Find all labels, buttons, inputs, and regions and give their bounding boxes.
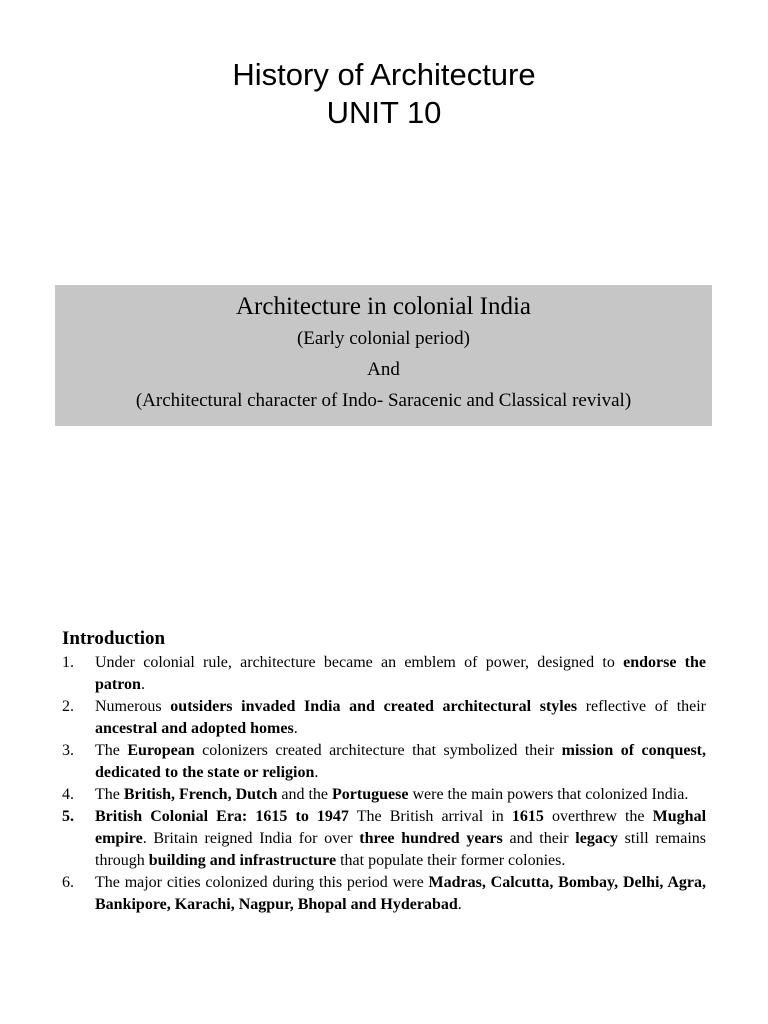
emphasized-text: British, French, Dutch: [123, 786, 278, 803]
body-text: .: [293, 720, 298, 737]
page-title-line-1: History of Architecture: [232, 57, 536, 92]
list-item-text: [95, 808, 706, 869]
body-text: and the: [277, 786, 333, 803]
introduction-section: [62, 626, 706, 916]
banner-title: Architecture in colonial India: [235, 293, 532, 320]
body-text: that populate their former colonies.: [336, 852, 566, 869]
list-item-number: 5.: [62, 808, 74, 825]
body-text: . Britain reigned India for over: [142, 830, 360, 847]
list-item-number: 3.: [62, 742, 74, 759]
list-item: [62, 872, 706, 916]
emphasized-text: British Colonial Era: 1615 to 1947: [95, 808, 349, 825]
page-title: [0, 56, 768, 132]
body-text: overthrew the: [543, 808, 653, 825]
body-text: and their: [502, 830, 576, 847]
emphasized-text: three hundred years: [359, 830, 503, 847]
page-title-line-2: UNIT 10: [326, 95, 442, 130]
emphasized-text: European: [127, 742, 195, 759]
list-item-text: [95, 786, 688, 803]
emphasized-text: Portuguese: [332, 786, 409, 803]
body-text: .: [314, 764, 319, 781]
banner-subtitle-period: (Early colonial period): [296, 328, 471, 349]
emphasized-text: legacy: [575, 830, 618, 847]
list-item: [62, 784, 706, 806]
body-text: still remains through: [95, 830, 707, 869]
body-text: colonizers created architecture that symbolized their: [194, 742, 562, 759]
emphasized-text: ancestral and adopted homes: [95, 720, 294, 737]
list-item-number: 2.: [62, 698, 74, 715]
list-item: [62, 652, 706, 696]
body-text: Under colonial rule, architecture became an emblem of power, designed to: [95, 654, 624, 671]
body-text: The major cities colonized during this period were: [95, 874, 429, 891]
topic-banner: [55, 285, 712, 426]
list-item: [62, 806, 706, 872]
list-item: [62, 740, 706, 784]
list-item-text: [95, 742, 706, 781]
banner-conjunction: And: [367, 359, 400, 380]
introduction-heading: Introduction: [62, 628, 166, 649]
body-text: The: [95, 786, 124, 803]
introduction-list: [62, 652, 706, 916]
list-item-number: 6.: [62, 874, 74, 891]
list-item-text: [95, 698, 706, 737]
emphasized-text: mission of conquest, dedicated to the state or religion: [95, 742, 707, 781]
list-item-text: [95, 874, 706, 913]
emphasized-text: Madras, Calcutta, Bombay, Delhi, Agra, Bankipore, Karachi, Nagpur, Bhopal and Hyderabad: [95, 874, 707, 913]
body-text: .: [457, 896, 462, 913]
list-item: [62, 696, 706, 740]
body-text: reflective of their: [577, 698, 707, 715]
list-item-number: 4.: [62, 786, 74, 803]
banner-subtitle-character: (Architectural character of Indo- Saracenic and Classical revival): [135, 390, 632, 411]
emphasized-text: Mughal empire: [95, 808, 707, 847]
body-text: The British arrival in: [348, 808, 512, 825]
body-text: were the main powers that colonized India.: [408, 786, 689, 803]
list-item-text: [95, 654, 706, 693]
emphasized-text: endorse the patron: [95, 654, 706, 693]
emphasized-text: 1615: [511, 808, 544, 825]
emphasized-text: outsiders invaded India and created architectural styles: [170, 698, 578, 715]
emphasized-text: building and infrastructure: [148, 852, 337, 869]
body-text: Numerous: [95, 698, 171, 715]
body-text: The: [95, 742, 128, 759]
list-item-number: 1.: [62, 654, 74, 671]
body-text: .: [140, 676, 145, 693]
